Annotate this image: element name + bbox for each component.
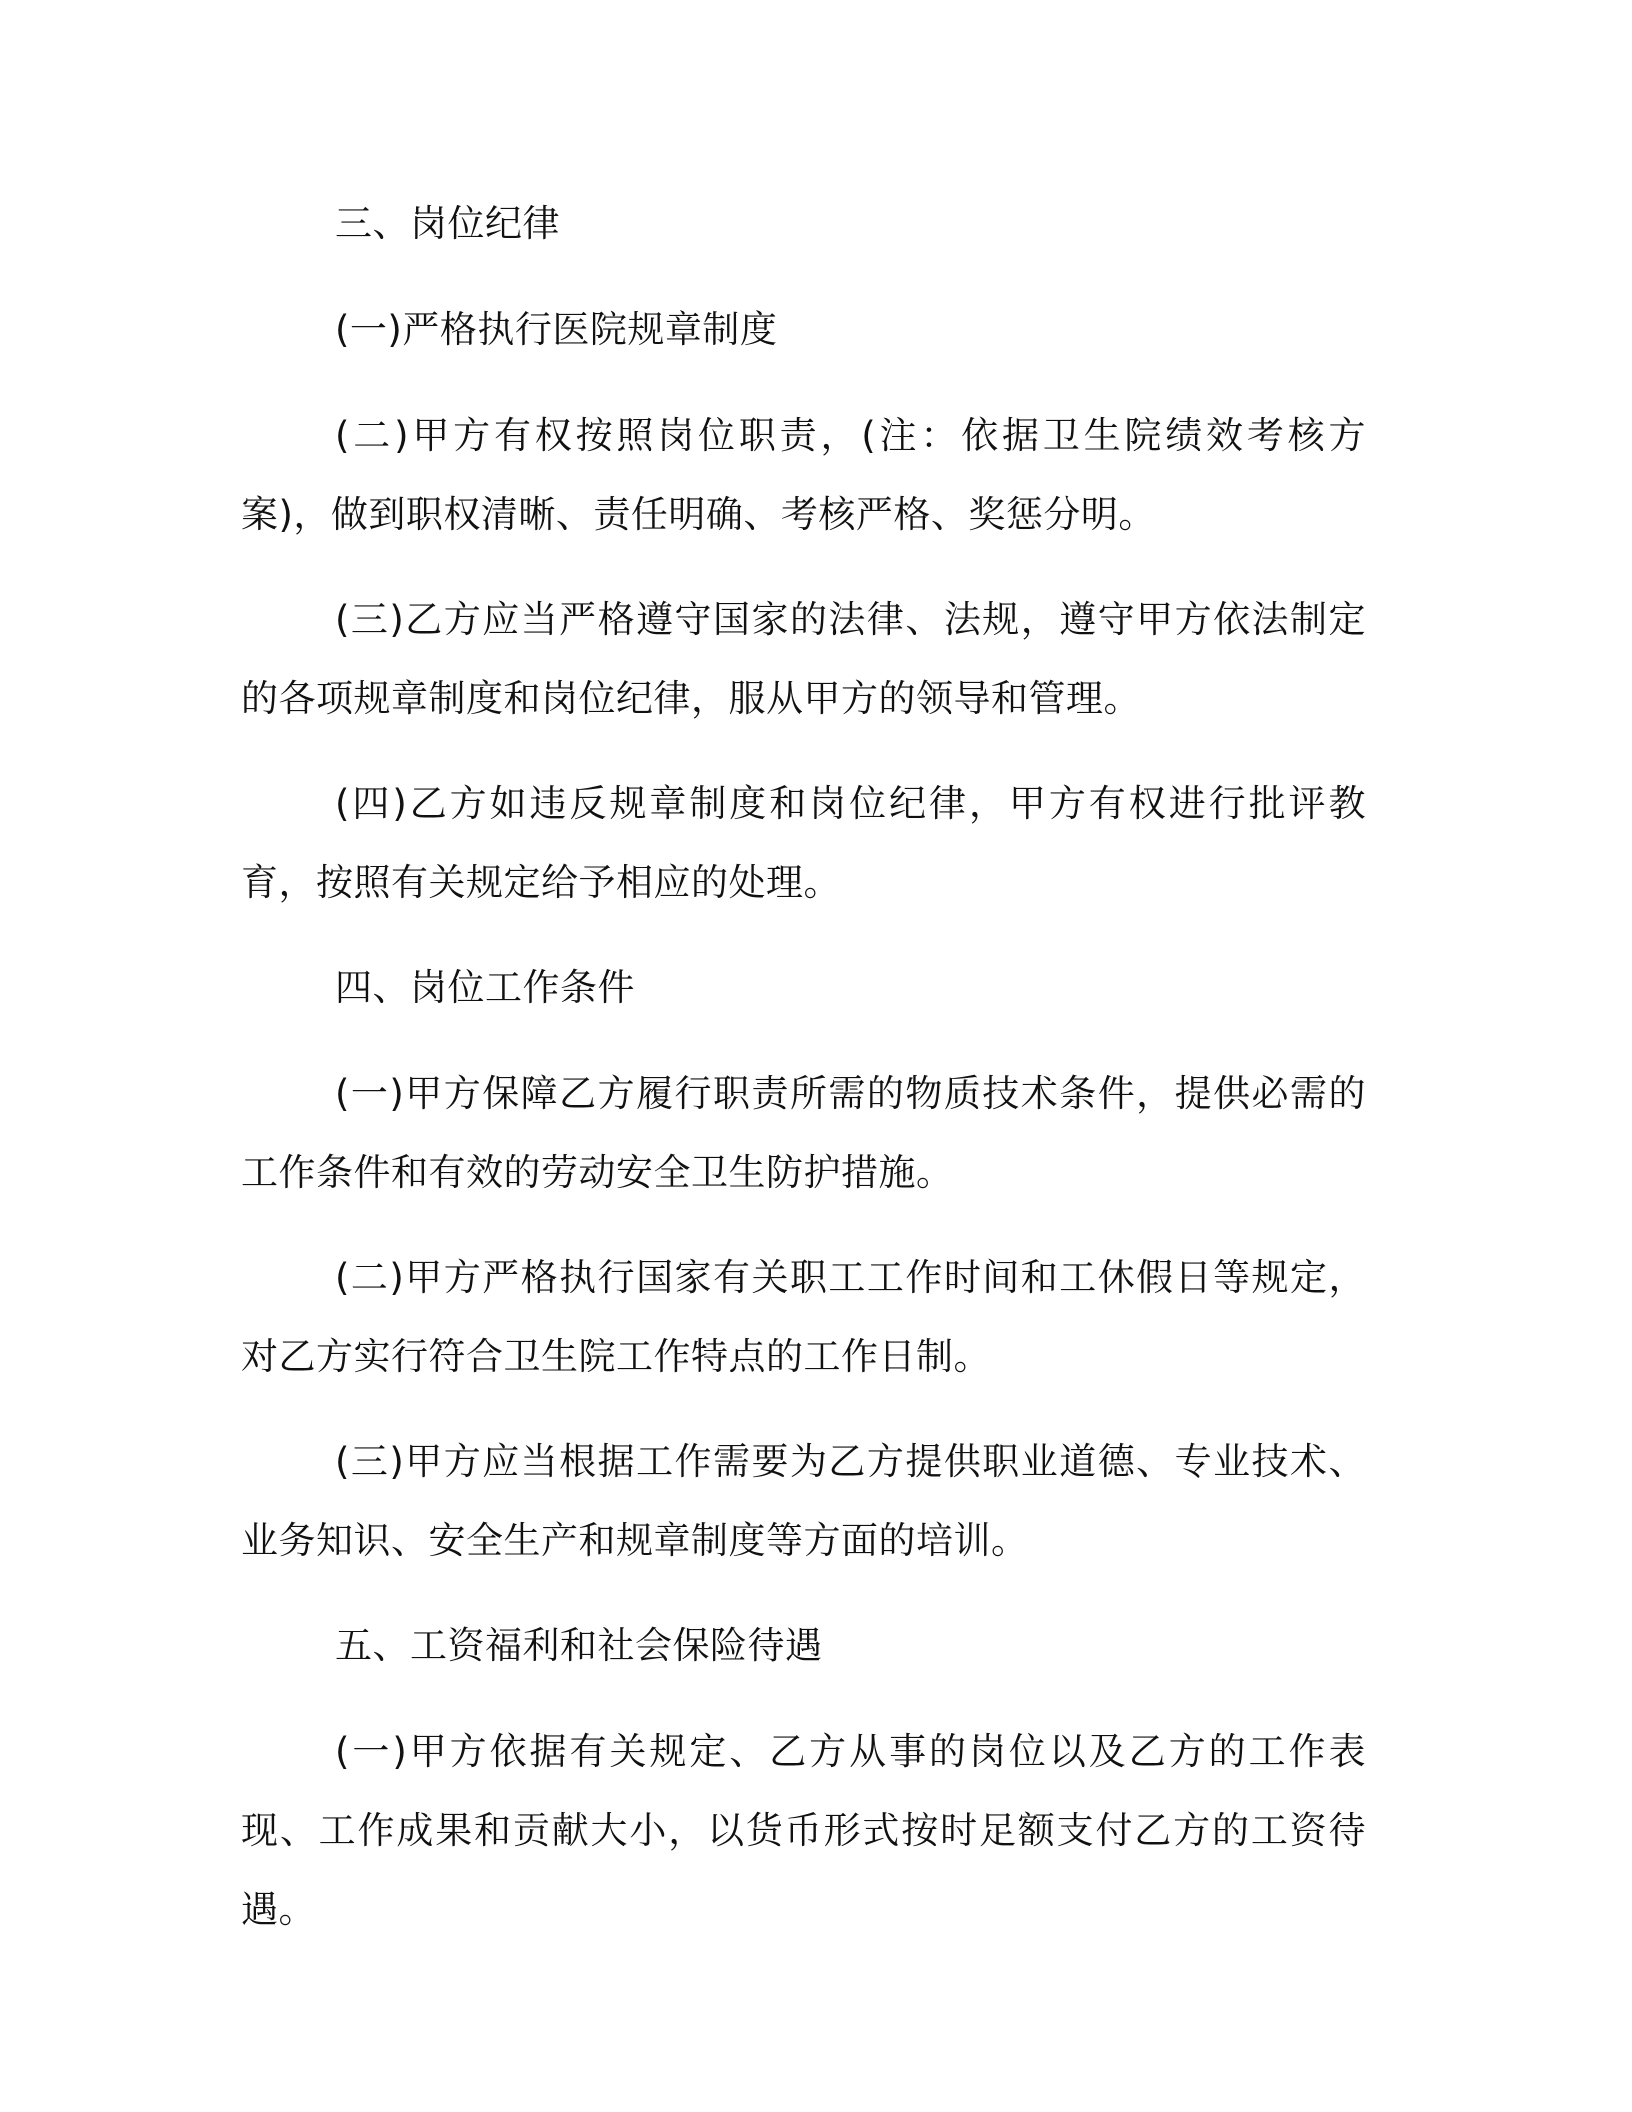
section-heading-3: 三、岗位纪律 — [335, 202, 560, 245]
section-heading-5: 五、工资福利和社会保险待遇 — [335, 1624, 823, 1667]
clause-3-1: (一)严格执行医院规章制度 — [335, 308, 778, 351]
clause-4-2: (二)甲方严格执行国家有关职工工作时间和工休假日等规定，对乙方实行符合卫生院工作特点的工作日制。 — [241, 1256, 1366, 1378]
clause-3-4: (四)乙方如违反规章制度和岗位纪律，甲方有权进行批评教育，按照有关规定给予相应的处理。 — [241, 782, 1366, 904]
clause-5-1: (一)甲方依据有关规定、乙方从事的岗位以及乙方的工作表现、工作成果和贡献大小，以货币形式按时足额支付乙方的工资待遇。 — [241, 1730, 1366, 1931]
clause-3-3: (三)乙方应当严格遵守国家的法律、法规，遵守甲方依法制定的各项规章制度和岗位纪律，服从甲方的领导和管理。 — [241, 598, 1366, 720]
section-heading-4: 四、岗位工作条件 — [335, 966, 635, 1009]
clause-3-2: (二)甲方有权按照岗位职责，(注：依据卫生院绩效考核方案)，做到职权清晰、责任明确、考核严格、奖惩分明。 — [241, 414, 1366, 536]
clause-4-3: (三)甲方应当根据工作需要为乙方提供职业道德、专业技术、业务知识、安全生产和规章制度等方面的培训。 — [241, 1440, 1366, 1562]
clause-4-1: (一)甲方保障乙方履行职责所需的物质技术条件，提供必需的工作条件和有效的劳动安全卫生防护措施。 — [241, 1072, 1366, 1194]
document-body — [241, 184, 1366, 1975]
